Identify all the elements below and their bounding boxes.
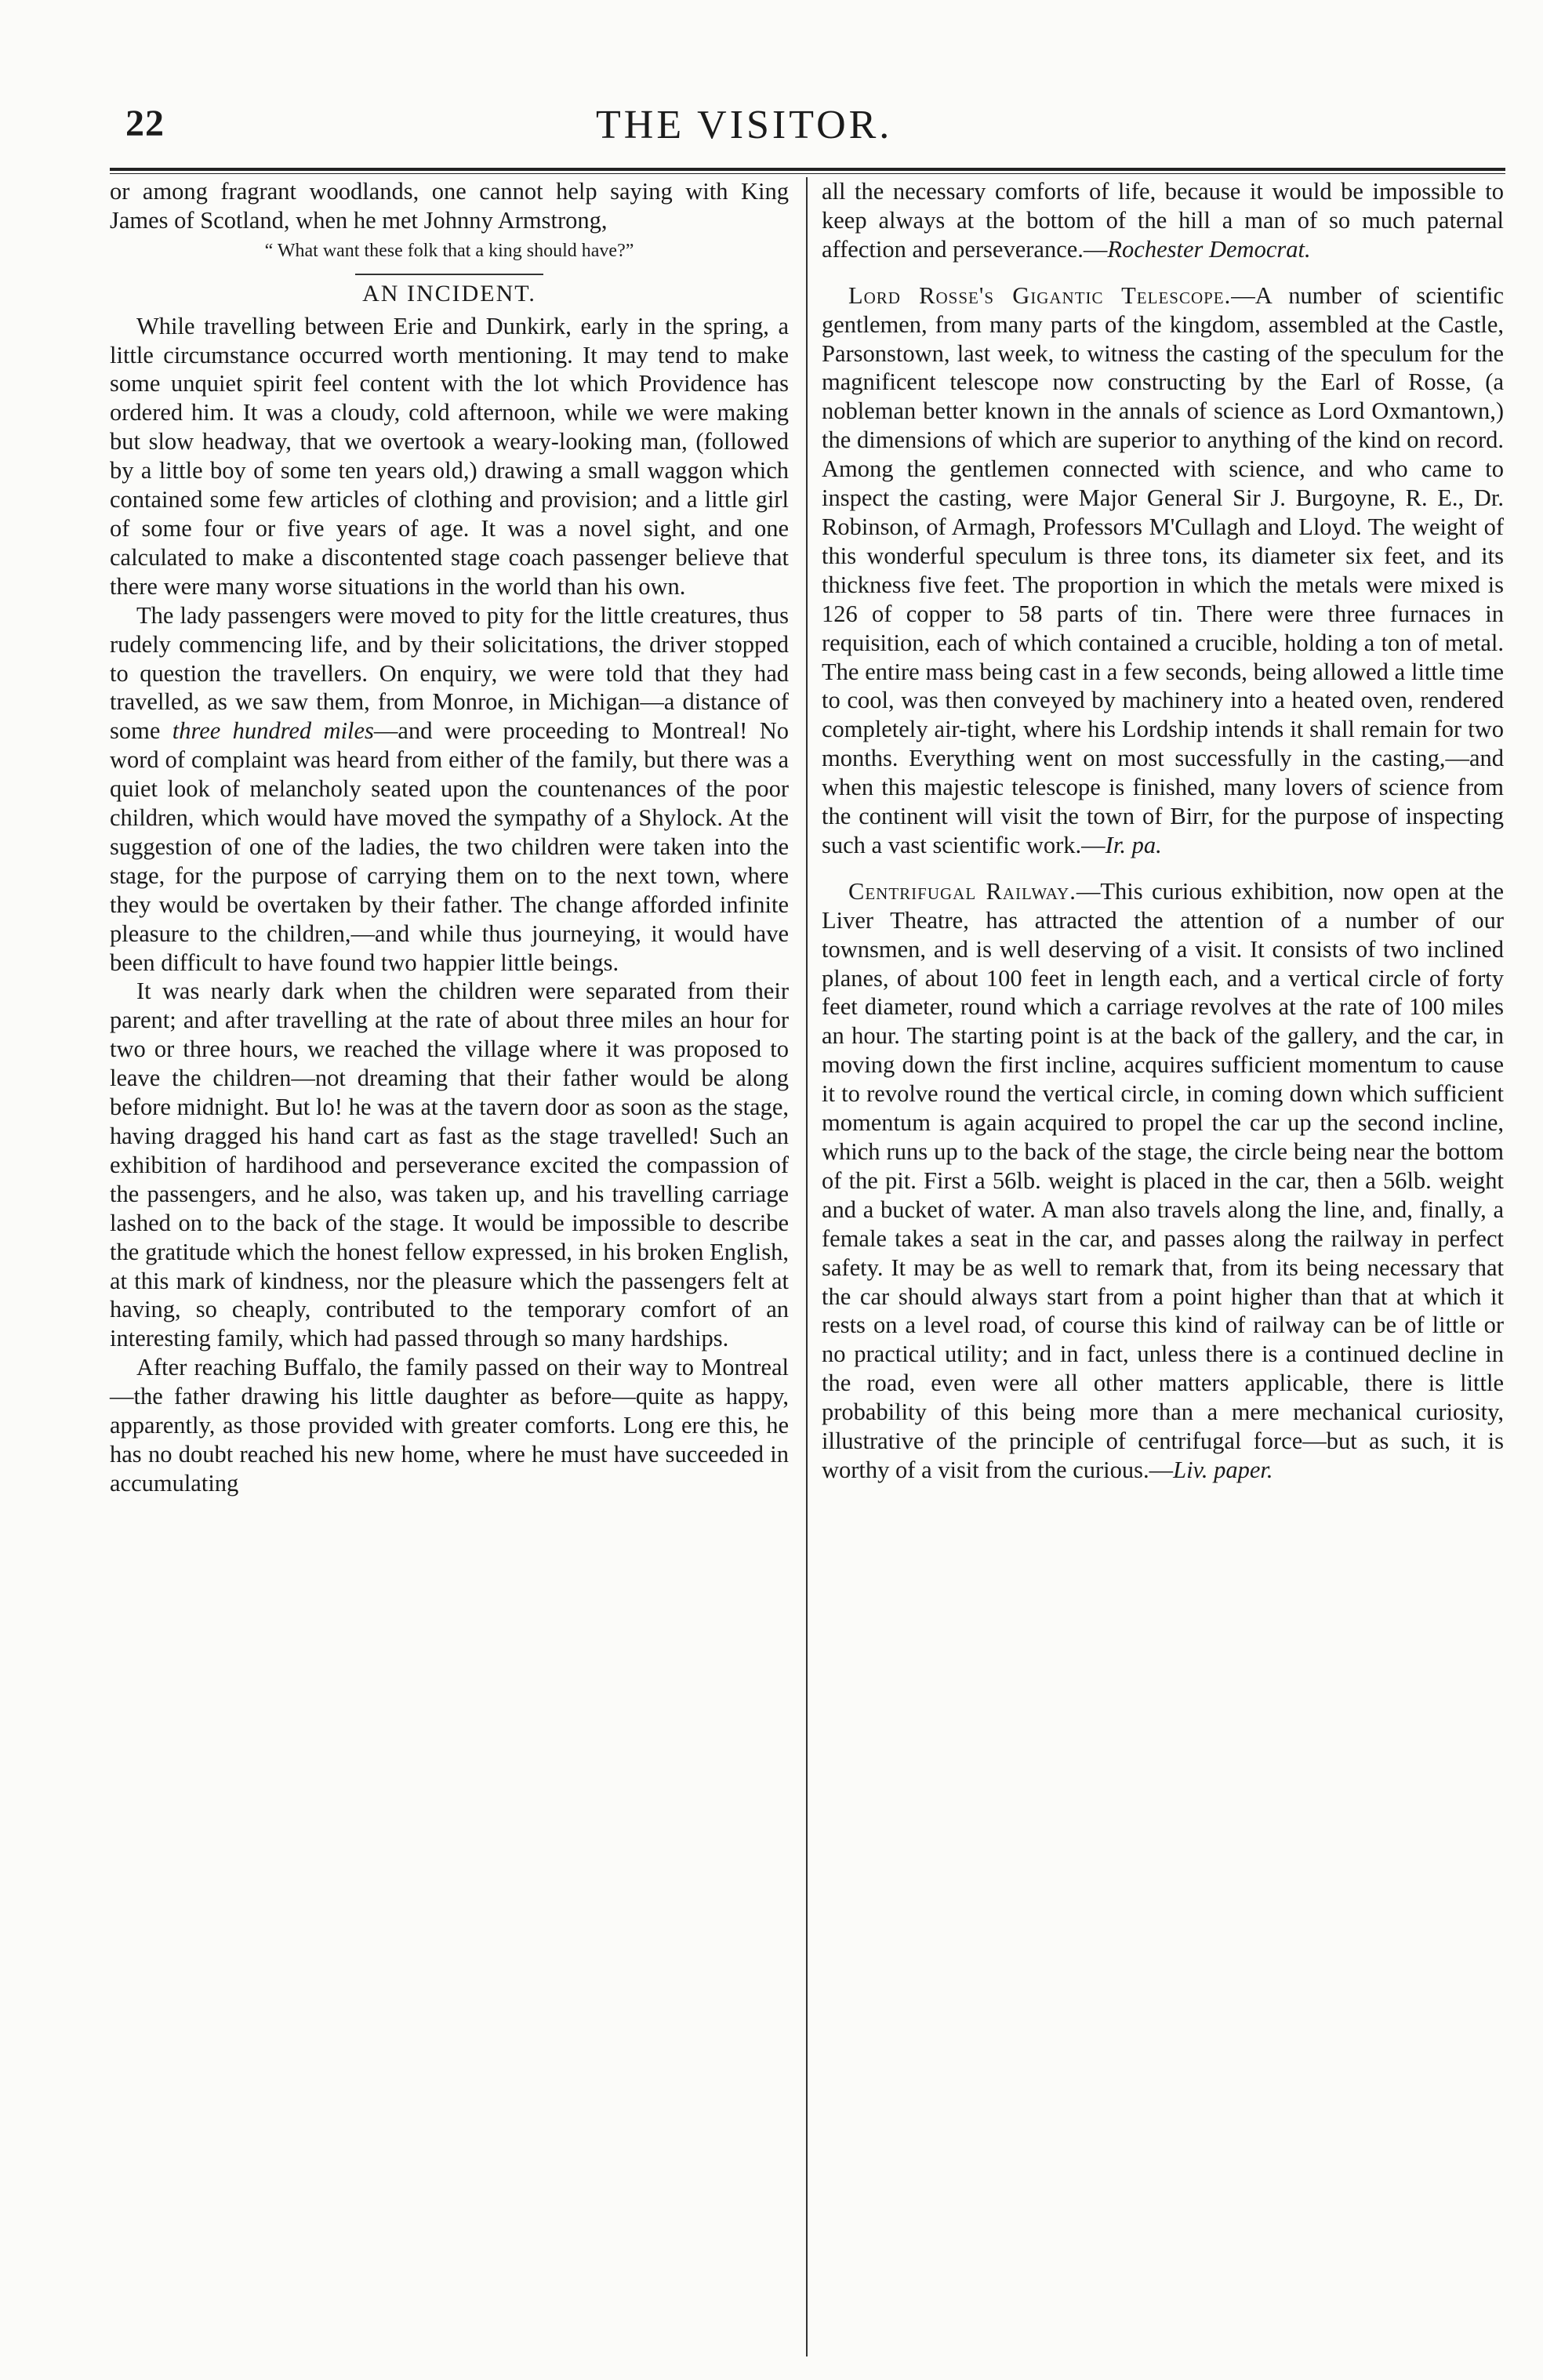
page-number: 22 xyxy=(125,103,165,144)
continuation-paragraph xyxy=(822,177,1504,264)
header-rule xyxy=(110,168,1505,174)
incident-paragraph-1: While travelling between Erie and Dunkirk, early in the spring, a little circumstance occurred worth mentioning. It may tend to make some unquiet spirit feel content with the lot which Providence has ordered him. It was a cloudy, cold afternoon, while we were making but slow headway, that we overtook a weary-looking man, (followed by a little boy of some ten years old,) drawing a small waggon which contained some few articles of clothing and provision; and a little girl of some four or five years of age. It was a novel sight, and one calculated to make a discontented stage coach passenger believe that there were many worse situations in the world than his own. xyxy=(110,312,789,600)
railway-article xyxy=(822,877,1504,1485)
incident-paragraph-2-emphasis: three hundred miles xyxy=(172,717,374,745)
intro-paragraph: or among fragrant woodlands, one cannot help saying with King James of Scotland, when he met Johnny Armstrong, xyxy=(110,178,789,234)
article-gap xyxy=(822,264,1504,281)
running-title: THE VISITOR. xyxy=(596,103,893,147)
king-quote: “ What want these folk that a king should have?” xyxy=(264,240,634,261)
incident-paragraph-3: It was nearly dark when the children were separated from their parent; and after travelling at the rate of about three miles an hour for two or three hours, we reached the village where it was proposed to leave the children—not dreaming that their father would be along before midnight. But lo! he was at the tavern door as soon as the stage, having dragged his hand cart as fast as the stage travelled! Such an exhibition of hardihood and perseverance excited the compassion of the passengers, and he also, was taken up, and his travelling carriage lashed on to the back of the stage. It would be impossible to describe the gratitude which the honest fellow expressed, in his broken English, at this mark of kindness, nor the pleasure which the passengers felt at having, so cheaply, contributed to the temporary comfort of an interesting family, which had passed through so many hardships. xyxy=(110,978,789,1352)
incident-heading: AN INCIDENT. xyxy=(362,280,536,307)
newspaper-page xyxy=(110,102,1505,2360)
incident-paragraph-4: After reaching Buffalo, the family passed on their way to Montreal—the father drawing his little daughter as before—quite as happy, apparently, as those provided with greater comforts. Long ere this, he has no doubt reached his new home, where he must have succeeded in accumulating xyxy=(110,1354,789,1497)
continuation-text: all the necessary comforts of life, because it would be impossible to keep always at the bottom of the hill a man of so much paternal affection and perseverance.— xyxy=(822,178,1504,263)
article-gap xyxy=(822,860,1504,877)
section-rule xyxy=(355,274,543,275)
telescope-body: —A number of scientific gentlemen, from many parts of the kingdom, assembled at the Castle, Parsonstown, last week, to witness the casting of the speculum for the magnificent telescope now constructing by the Earl of Rosse, (a nobleman better known in the annals of science as Lord Oxmantown,) the dimensions of which are superior to anything of the kind on record. Among the gentlemen connected with science, and who came to inspect the casting, were Major General Sir J. Burgoyne, R. E., Dr. Robinson, of Armagh, Professors M'Cullagh and Lloyd. The weight of this wonderful speculum is three tons, its diameter six feet, and its thickness five feet. The proportion in which the metals were mixed is 126 of copper to 58 parts of tin. There were three furnaces in requisition, each of which contained a crucible, holding a ton of metal. The entire mass being cast in a few seconds, being allowed a little time to cool, was then conveyed by machinery into a heated oven, rendered completely air-tight, where his Lordship intends it shall remain for two months. Everything went on most successfully in the casting,—and when this majestic telescope is finished, many lovers of science from the continent will visit the town of Birr, for the purpose of inspecting such a vast scientific work.— xyxy=(822,281,1504,858)
telescope-article xyxy=(822,281,1504,860)
railway-body: —This curious exhibition, now open at the Liver Theatre, has attracted the attention of a number of our townsmen, and is well deserving of a visit. It consists of two inclined planes, of about 100 feet in length each, and a vertical circle of forty feet diameter, round which a carriage revolves at the rate of 100 miles an hour. The starting point is at the back of the gallery, and the car, in moving down the first incline, acquires sufficient momentum to cause it to revolve round the vertical circle, in coming down which sufficient momentum is again acquired to propel the car up the second incline, which runs up to the back of the stage, the circle being near the bottom of the pit. First a 56lb. weight is placed in the car, then a 56lb. weight and a bucket of water. A man also travels along the line, and, finally, a female takes a seat in the car, and passes along the railway in perfect safety. It may be as well to remark that, from its being necessary that the car should always start from a point higher than that at which it rests on a level road, of course this kind of railway can be of little or no practical utility; and in fact, unless there is a continued decline in the road, even were all other matters applicable, there is little probability of this being more than a mere mechanical curiosity, illustrative of the principle of centrifugal force—but as such, it is worthy of a visit from the curious.— xyxy=(822,877,1504,1483)
column-divider xyxy=(806,177,808,2356)
incident-paragraph-2 xyxy=(110,601,789,978)
continuation-source: Rochester Democrat. xyxy=(1107,235,1311,263)
page-header xyxy=(110,102,1505,163)
telescope-source: Ir. pa. xyxy=(1105,831,1162,858)
railway-source: Liv. paper. xyxy=(1173,1456,1273,1483)
railway-heading: Centrifugal Railway. xyxy=(848,877,1076,905)
right-column xyxy=(817,177,1504,2356)
telescope-heading: Lord Rosse's Gigantic Telescope. xyxy=(848,281,1232,309)
incident-paragraph-2-start: The lady passengers were moved to pity for the little creatures, thus rudely commencing life, and by their solicitations, the driver stopped to question the travellers. On enquiry, we were told that they had travelled, as we saw them, from Monroe, in Michigan—a distance of some xyxy=(110,601,789,745)
left-column xyxy=(110,177,797,2356)
incident-paragraph-2-end: —and were proceeding to Montreal! No word of complaint was heard from either of the family, but there was a quiet look of melancholy seated upon the countenances of the poor children, which would have moved the sympathy of a Shylock. At the suggestion of one of the ladies, the two children were taken into the stage, for the purpose of carrying them on to the next town, where they would be overtaken by their father. The change afforded infinite pleasure to the children,—and while thus journeying, it would have been difficult to have found two happier little beings. xyxy=(110,717,789,976)
columns xyxy=(110,177,1505,2356)
